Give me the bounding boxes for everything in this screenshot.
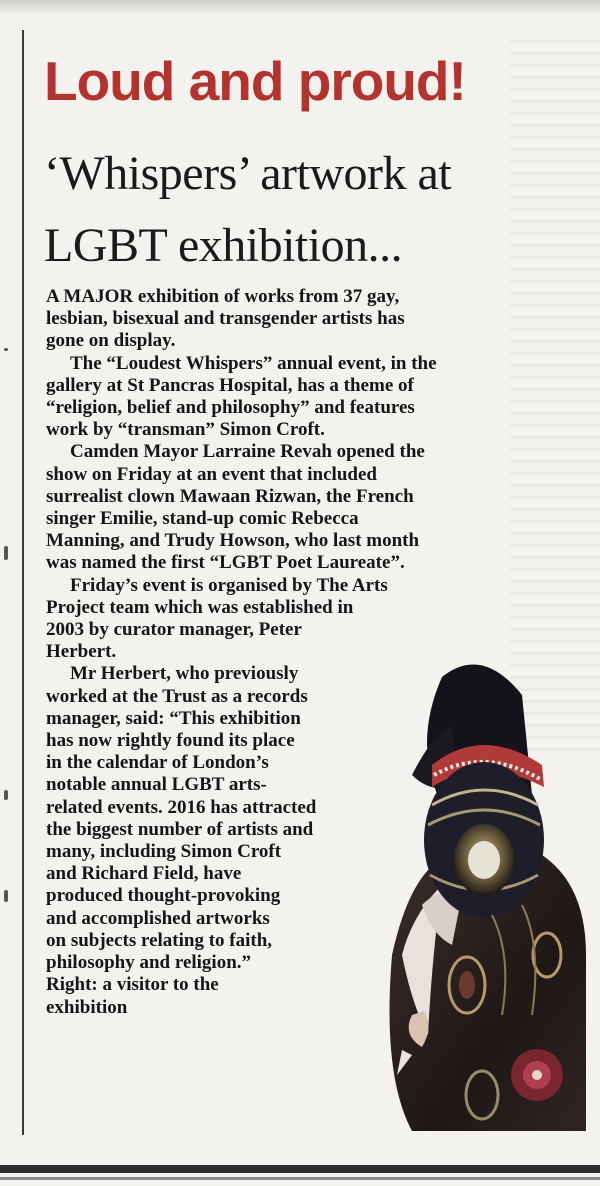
headline-line: ‘Whispers’ artwork at <box>44 147 452 200</box>
article-body-line: manager, said: “This exhibition <box>46 707 301 729</box>
article-body-line: work by “transman” Simon Croft. <box>46 419 325 441</box>
article-body-line: worked at the Trust as a records <box>46 685 308 707</box>
column-rule <box>22 30 24 1135</box>
article-body-line: has now rightly found its place <box>46 730 295 752</box>
article-body-line: show on Friday at an event that included <box>46 463 377 485</box>
article-body-line: gallery at St Pancras Hospital, has a theme of <box>46 374 414 396</box>
visitor-photo <box>372 655 586 1131</box>
article-body-line: many, including Simon Croft <box>46 841 282 863</box>
article-body-line: and Richard Field, have <box>46 863 242 885</box>
article-body-line: “religion, belief and philosophy” and features <box>46 397 415 419</box>
article-body-line: lesbian, bisexual and transgender artists has <box>46 308 405 330</box>
page-bottom-rule <box>0 1165 600 1173</box>
article-body-line: related events. 2016 has attracted <box>46 796 317 818</box>
article-kicker: Loud and proud! <box>44 50 466 112</box>
article-body-line: in the calendar of London’s <box>46 752 269 774</box>
article-body-line: Project team which was established in <box>46 596 354 618</box>
article-body-line: produced thought-provoking <box>46 885 281 907</box>
article-body-line: 2003 by curator manager, Peter <box>46 619 302 641</box>
article-body-line: Herbert. <box>46 641 117 663</box>
article-body-line: the biggest number of artists and <box>46 818 314 840</box>
article-body-line: and accomplished artworks <box>46 907 270 929</box>
article-body-line: A MAJOR exhibition of works from 37 gay, <box>46 286 400 307</box>
article-body-line: surrealist clown Mawaan Rizwan, the French <box>46 485 414 507</box>
article-body-line: The “Loudest Whispers” annual event, in the <box>70 352 437 374</box>
article-body-line: singer Emilie, stand-up comic Rebecca <box>46 508 359 530</box>
article-body-line: gone on display. <box>46 330 176 352</box>
article-body-line: on subjects relating to faith, <box>46 929 273 951</box>
headline-line: LGBT exhibition... <box>44 219 403 272</box>
article-body-line: philosophy and religion.” <box>46 952 252 974</box>
article-body-line: Camden Mayor Larraine Revah opened the <box>70 441 425 463</box>
article-headline <box>44 138 584 282</box>
page-top-edge <box>0 0 600 14</box>
article-body-line: Right: a visitor to the <box>46 974 219 996</box>
article-body-line: notable annual LGBT arts- <box>46 774 267 796</box>
article-body-line: Mr Herbert, who previously <box>70 663 299 685</box>
article-body-line: Friday’s event is organised by The Arts <box>70 574 388 596</box>
article-body-line: exhibition <box>46 996 128 1018</box>
visitor-costume-illustration <box>372 655 586 1131</box>
article-body-line: was named the first “LGBT Poet Laureate”. <box>46 552 405 574</box>
article-body-line: Manning, and Trudy Howson, who last month <box>46 530 420 552</box>
page-bottom-rule-thin <box>0 1177 600 1180</box>
